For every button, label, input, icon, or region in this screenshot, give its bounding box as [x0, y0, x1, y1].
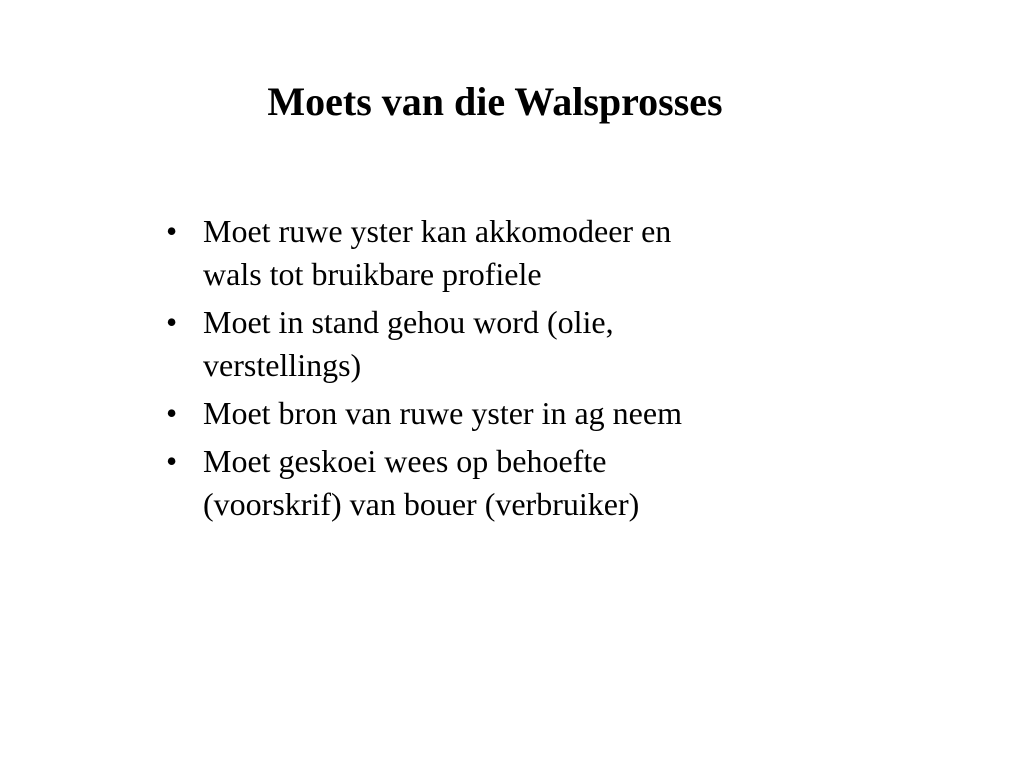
bullet-text-line: Moet in stand gehou word (olie, [203, 304, 614, 340]
bullet-text-line: wals tot bruikbare profiele [203, 256, 542, 292]
bullet-text-line: Moet ruwe yster kan akkomodeer en [203, 213, 672, 249]
bullet-text-line: Moet geskoei wees op behoefte [203, 443, 607, 479]
bullet-dot-icon: • [166, 304, 178, 340]
bullet-list [164, 210, 824, 531]
bullet-item [164, 210, 824, 296]
bullet-dot-icon: • [166, 395, 178, 431]
bullet-text-line: (voorskrif) van bouer (verbruiker) [203, 486, 640, 522]
slide-title: Moets van die Walsprosses [267, 79, 723, 124]
bullet-item [164, 392, 824, 435]
bullet-item [164, 301, 824, 387]
bullet-dot-icon: • [166, 443, 178, 479]
bullet-text-line: verstellings) [203, 347, 362, 383]
bullet-dot-icon: • [166, 213, 178, 249]
bullet-text-line: Moet bron van ruwe yster in ag neem [203, 395, 682, 431]
bullet-item [164, 440, 824, 526]
